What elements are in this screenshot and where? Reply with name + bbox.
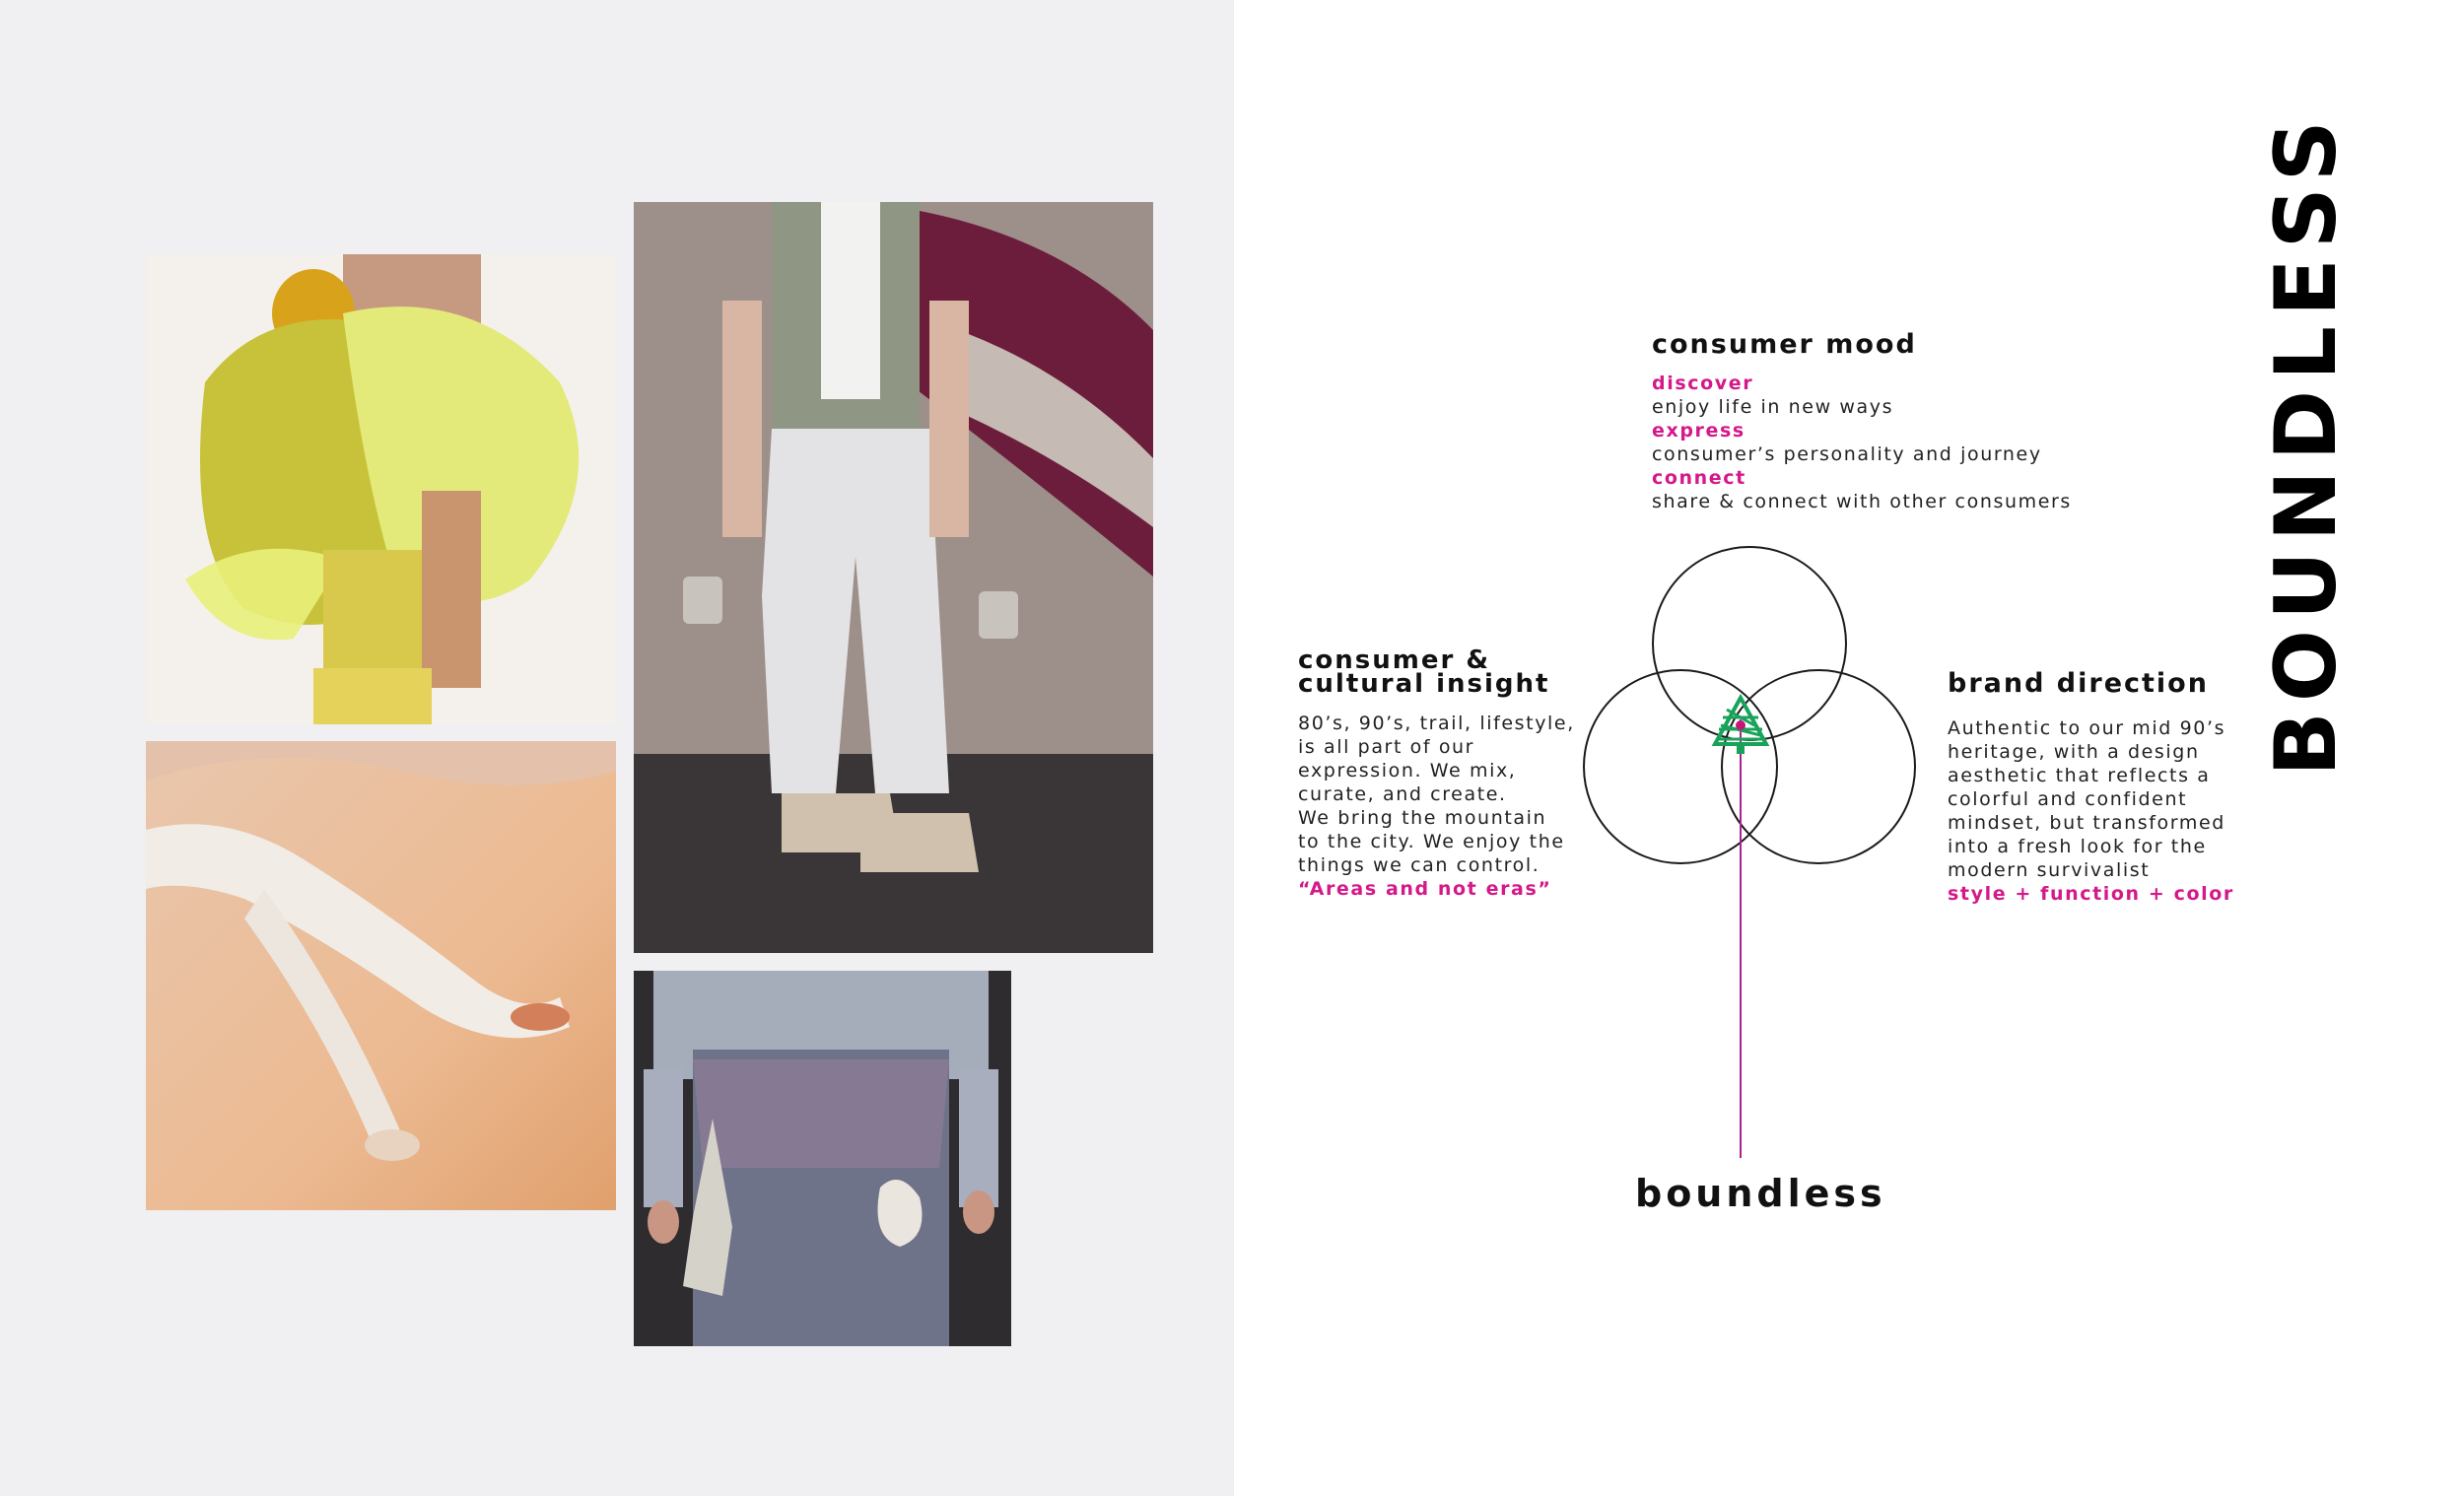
mood-keyword: connect [1652, 467, 1746, 489]
consumer-mood-section [1652, 329, 2125, 513]
center-label: boundless [1635, 1172, 1886, 1215]
mood-description: consumer’s personality and journey [1652, 443, 2042, 465]
insight-heading-line: cultural insight [1298, 669, 1550, 699]
page-title: BOUNDLESS [2257, 110, 2356, 777]
venn-circle-left [1584, 670, 1777, 863]
brand-tagline: style + function + color [1948, 883, 2234, 905]
venn-circle-right [1722, 670, 1915, 863]
brand-line: modern survivalist [1948, 859, 2151, 881]
mood-keyword: express [1652, 420, 1745, 442]
insight-heading-line: consumer & [1298, 646, 1491, 675]
brand-line: into a fresh look for the [1948, 836, 2207, 857]
white-pants-photo [634, 202, 1153, 953]
mood-keyword: discover [1652, 373, 1754, 394]
insight-line: 80’s, 90’s, trail, lifestyle, [1298, 713, 1575, 734]
desert-figure-photo [146, 741, 616, 1210]
brand-line: mindset, but transformed [1948, 812, 2225, 834]
insight-line: is all part of our [1298, 736, 1475, 758]
consumer-mood-heading: consumer mood [1652, 329, 1917, 360]
brand-direction-heading: brand direction [1948, 668, 2209, 699]
brand-line: Authentic to our mid 90’s [1948, 717, 2226, 739]
insight-heading [1298, 646, 1594, 699]
insight-line: We bring the mountain [1298, 807, 1547, 829]
brand-direction-section [1948, 668, 2243, 906]
insight-line: curate, and create. [1298, 783, 1507, 805]
tree-icon [1715, 698, 1766, 754]
insight-line: to the city. We enjoy the [1298, 831, 1565, 852]
consumer-insight-section [1298, 648, 1594, 901]
insight-line: things we can control. [1298, 854, 1540, 876]
runway-harness-photo [634, 971, 1011, 1346]
insight-quote: “Areas and not eras” [1298, 878, 1552, 900]
brand-line: aesthetic that reflects a [1948, 765, 2211, 786]
brand-line: heritage, with a design [1948, 741, 2200, 763]
mood-description: enjoy life in new ways [1652, 396, 1894, 418]
yellow-backpack-photo [146, 254, 616, 724]
mood-description: share & connect with other consumers [1652, 491, 2072, 512]
insight-line: expression. We mix, [1298, 760, 1517, 782]
brand-line: colorful and confident [1948, 788, 2188, 810]
venn-diagram [1557, 532, 1951, 1222]
